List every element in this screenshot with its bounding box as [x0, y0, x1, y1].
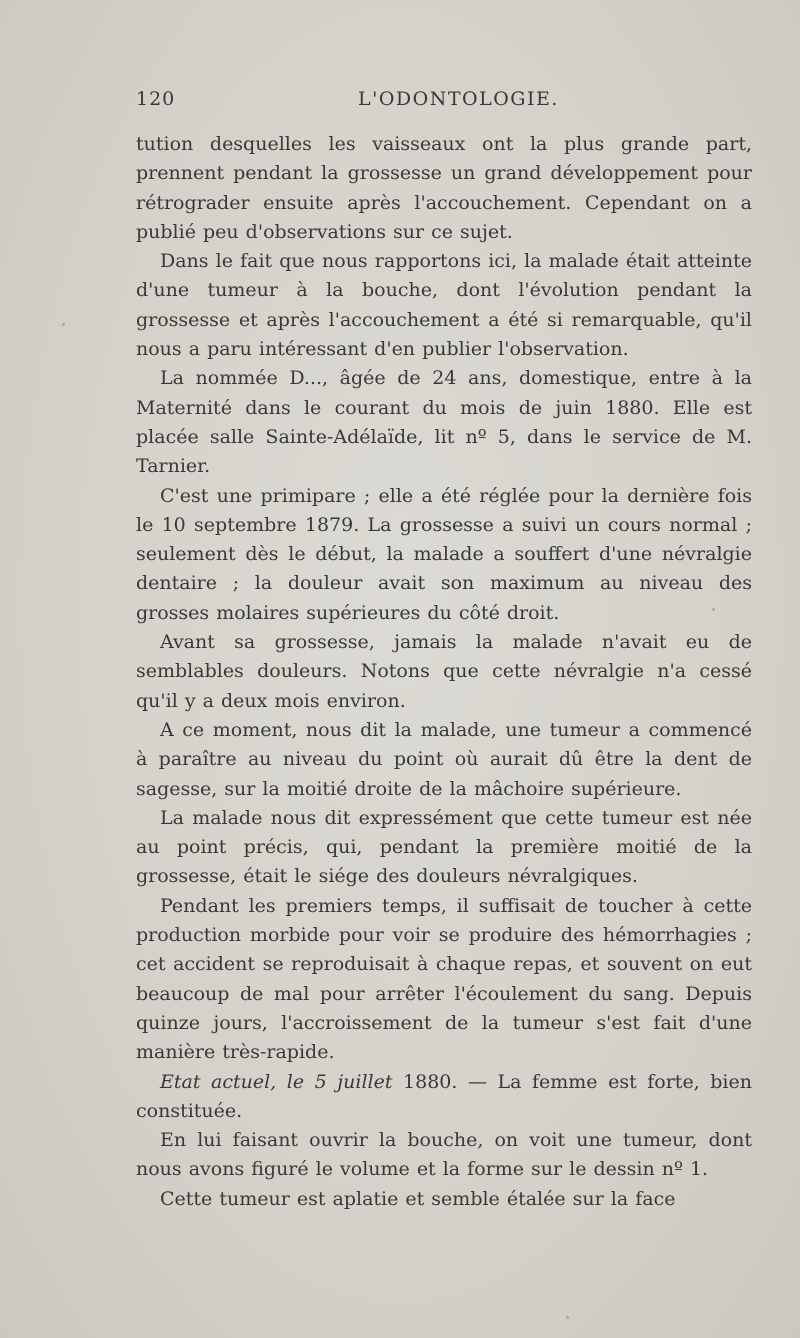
paragraph-tumour-onset: A ce moment, nous dit la malade, une tumeur a commencé à paraître au niveau du point où aurait dû être la dent de sagesse, sur la moitié droite de la mâchoire supérieure.: [136, 718, 752, 800]
paragraph-hemorrhage: Pendant les premiers temps, il suffisait de toucher à cette production morbide pour voir se produire des hémorrhagies ; cet accident se reproduisait à chaque repas, et souvent on eut beaucoup de mal pour arrêter l'écoulement du sang. Depuis quinze jours, l'accroissement de la tumeur s'est fait d'une manière très-rapide.: [136, 894, 752, 1064]
paragraph-before-pregnancy: Avant sa grossesse, jamais la malade n'avait eu de semblables douleurs. Notons que cette névralgie n'a cessé qu'il y a deux mois environ.: [136, 631, 752, 712]
paragraph-etat-actuel: [136, 1068, 752, 1127]
etat-actuel-text: 1880. — La femme est forte, bien constituée.: [136, 1070, 752, 1122]
paragraph-tumour-shape: Cette tumeur est aplatie et semble étalée sur la face: [160, 1187, 676, 1210]
paper-speck: [712, 608, 715, 611]
etat-actuel-label: Etat actuel, le 5 juillet: [160, 1070, 393, 1093]
paragraph-case-intro: Dans le fait que nous rapportons ici, la malade était atteinte d'une tumeur à la bouche, dont l'évolution pendant la grossesse et après l'accouchement a été si remarquable, qu'il nous a paru intéressant d'en publier l'observation.: [136, 250, 752, 361]
paragraph-tumour-site: La malade nous dit expressément que cette tumeur est née au point précis, qui, pendant la première moitié de la grossesse, était le siége des douleurs névralgiques.: [136, 806, 752, 888]
paper-speck: [566, 1316, 569, 1319]
running-head: [136, 88, 752, 118]
paragraph-primipare: C'est une primipare ; elle a été réglée pour la dernière fois le 10 septembre 1879. La grossesse a suivi un cours normal ; seulement dès le début, la malade a souffert d'une névralgie dentaire ; la douleur avait son maximum au niveau des grosses molaires supérieures du côté droit.: [136, 484, 752, 624]
paragraph-patient: La nommée D..., âgée de 24 ans, domestique, entre à la Maternité dans le courant du mois de juin 1880. Elle est placée salle Sainte-Adélaïde, lit nº 5, dans le service de M. Tarnier.: [136, 367, 752, 478]
paragraph-continuation: tution desquelles les vaisseaux ont la plus grande part, prennent pendant la grossesse un grand développement pour rétrograder ensuite après l'accouchement. Cependant on a publié peu d'observations sur ce sujet.: [136, 133, 752, 243]
body-text: [136, 130, 752, 1214]
paper-speck: [62, 323, 65, 326]
paragraph-examination: En lui faisant ouvrir la bouche, on voit une tumeur, dont nous avons figuré le volume et la forme sur le dessin nº 1.: [136, 1129, 752, 1181]
page-number: 120: [136, 88, 176, 110]
journal-title: L'ODONTOLOGIE.: [358, 88, 559, 110]
